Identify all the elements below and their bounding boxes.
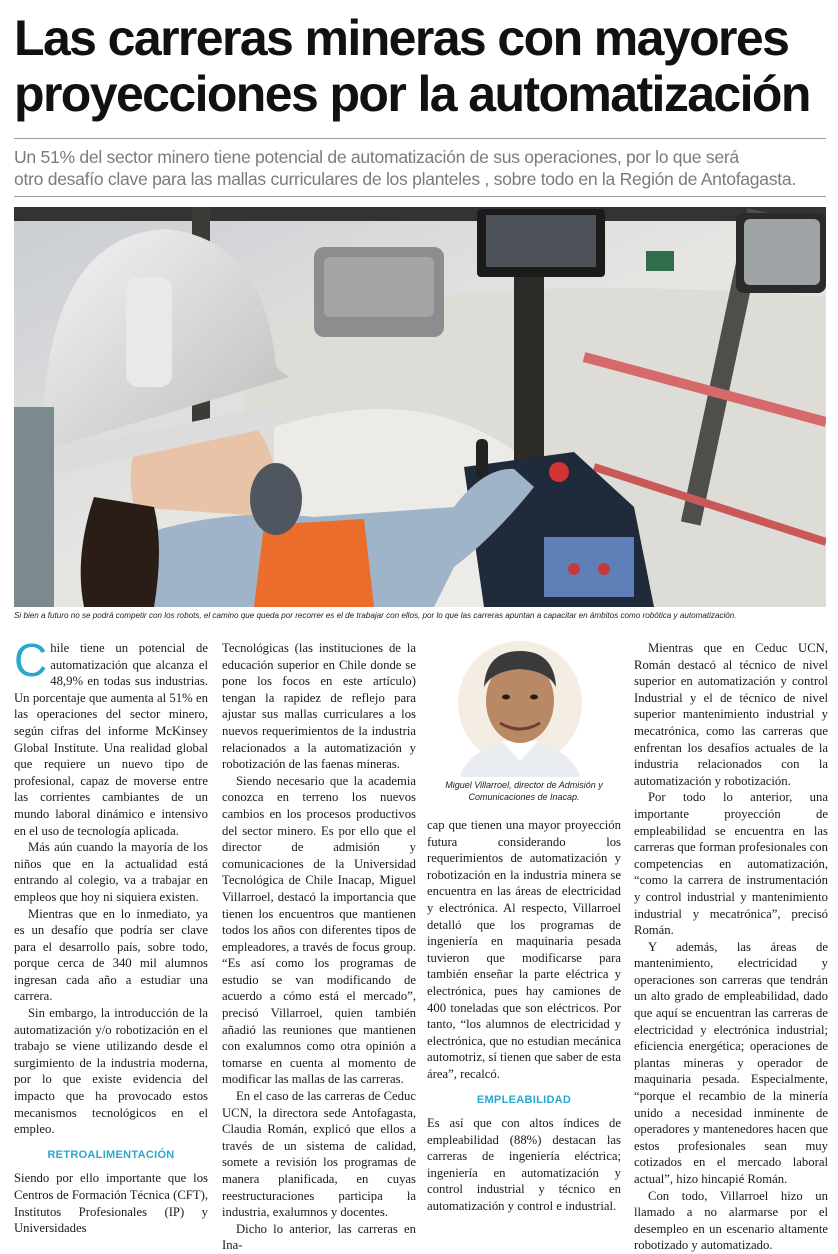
article-column-2 [222,640,416,1254]
section-heading-retroalimentacion: RETROALIMENTACIÓN [47,1148,175,1161]
photo-caption: Si bien a futuro no se podrá competir con los robots, el camino que queda por recorrer es el de trabajar con ellos, por lo que las carreras apuntan a capacitar en ámbitos como robótica y automatización. [14,611,737,620]
subheadline [14,146,826,190]
portrait-illustration [440,637,600,777]
paragraph: Siendo por ello importante que los Centros de Formación Técnica (CFT), Institutos Profesionales (IP) y Universidades [14,1171,208,1236]
paragraph: Tecnológicas (las instituciones de la educación superior en Chile donde se pone los focos en este artículo) tengan la rapidez de reflejo para ajustar sus mallas curriculares a los nuevos requerimientos de la industria relacionados a la automatización y robotización de las faenas mineras. [222,641,416,772]
subheadline-line-2: otro desafío clave para las mallas curriculares de los planteles , sobre todo en la Región de Antofagasta. [14,169,796,189]
portrait-caption-line-1: Miguel Villarroel, director de Admisión y [445,780,603,790]
headline [14,10,829,122]
paragraph: cap que tienen una mayor proyección futura considerando los requerimientos de automatización y robotización en la industria minera se encuentra en las áreas de electricidad y electrónica. Al respecto, Villarroel detalló que los programas de ingeniería en maquinaria pesada tuvieron que modificarse para también enseñar la parte eléctrica y electrónica, pues hay camiones de 400 toneladas que son eléctricos. Por tanto, “los alumnos de electricidad y electrónica, que no estudian mecánica automotriz, sí tienen que saber de esta área”, recalcó. [427,818,621,1081]
portrait-caption-line-2: Comunicaciones de Inacap. [468,792,580,802]
paragraph: Dicho lo anterior, las carreras en Ina- [222,1221,416,1253]
paragraph-intro-text: hile tiene un potencial de automatización que alcanza el 48,9% en todas sus industrias. Un porcentaje que aumenta al 51% en las operaciones del sector minero, según cifras del informe McKinsey Global Institute. Una realidad global que requiere un nuevo tipo de profesional, capaz de moverse entre las corrientes cambiantes de un mundo laboral dinámico e intensivo en el uso de tecnología aplicada. [14,641,208,838]
paragraph: Sin embargo, la introducción de la automatización y/o robotización en el trabajo se viene utilizando desde el surgimiento de la industria moderna, por lo que existe evidencia del impacto que ha provocado estos mecanismos tecnológicos en el empleo. [14,1006,208,1137]
subheadline-line-1: Un 51% del sector minero tiene potencial de automatización de sus operaciones, por lo que será [14,147,739,167]
paragraph: En el caso de las carreras de Ceduc UCN, la directora sede Antofagasta, Claudia Román, explicó que ellos a través de un sistema de calidad, somete a revisión los programas de manera planificada, en cuyas reestructuraciones participa la industria, exalumnos y docentes. [222,1089,416,1220]
paragraph-intro [14,634,208,839]
article-column-3 [427,817,621,1215]
paragraph: Con todo, Villarroel hizo un llamado a no alarmarse por el desempleo en un escenario altamente robotizado y automatizado. [634,1188,828,1253]
paragraph: Mientras que en lo inmediato, ya es un desafío que podría ser clave para el desarrollo país, sobre todo, porque cerca de 340 mil alumnos ingresan cada año a estudiar una carrera. [14,906,208,1004]
article-column-1 [14,634,208,1237]
paragraph: Mientras que en Ceduc UCN, Román destacó al técnico de nivel superior en automatización y control Industrial y el de técnico de nivel superior mantenimiento industrial y mecatrónica, como las carreras que enfrentan los desafíos actuales de la industria relacionados con la automatización y robotización. [634,641,828,788]
photo-illustration [14,207,826,607]
article-column-4 [634,640,828,1254]
paragraph: Por todo lo anterior, una importante proyección de empleabilidad se encuentra en las carreras que forman profesionales con competencias en automatización, “como la carrera de instrumentación y control industrial y mantenimiento industrial y mecatrónica”, precisó Román. [634,790,828,938]
subhead-divider [14,196,826,197]
headline-line-1: Las carreras mineras con mayores [14,10,789,66]
paragraph: Es así que con altos índices de empleabilidad (88%) destacan las carreras de ingeniería eléctrica; ingeniería en automatización y control industrial y técnico en automatización y control e industrial. [427,1116,621,1214]
paragraph: Siendo necesario que la academia conozca en terreno los nuevos cambios en los procesos productivos del sector minero. Es por ello que el director de admisión y comunicaciones de la Universidad Tecnológica de Chile Inacap, Miguel Villarroel, destacó la importancia que tienen los encuentros que mantienen todos los años con diferentes tipos de empleadores, a través de focus group. “Es así como los programas de estudio se van modificando de acuerdo a cómo está el mercado”, precisó Villarroel, quien también añadió las reuniones que mantienen con exalumnos como otra opinión a tomarse en cuenta al momento de modificar las mallas de las carreras. [222,773,416,1087]
headline-line-2: proyecciones por la automatización [14,66,810,122]
section-heading-empleabilidad: EMPLEABILIDAD [476,1093,572,1106]
top-divider [14,138,826,139]
portrait-caption [427,779,621,803]
man-portrait-photo [440,637,600,777]
paragraph: Más aún cuando la mayoría de los niños que en la actualidad está entrando al colegio, va a trabajar en empleos que hoy ni siquiera existen. [14,840,208,904]
paragraph: Y además, las áreas de mantenimiento, electricidad y operaciones son carreras que tendrán un alto grado de empleabilidad, dado que aquí se encuentran las carreras de electricidad y electrónica industrial; eficiencia energética; operaciones de plantas mineras y operador de maquinaria pesada. Especialmente, “porque el recambio de la minería unido a necesidad inminente de operadores y mantenedores hacen que estos profesionales sean muy cotizados en el mercado laboral actual”, hizo hincapié Román. [634,939,828,1186]
drop-cap: C [14,634,48,686]
mining-operator-cab-photo [14,207,826,607]
